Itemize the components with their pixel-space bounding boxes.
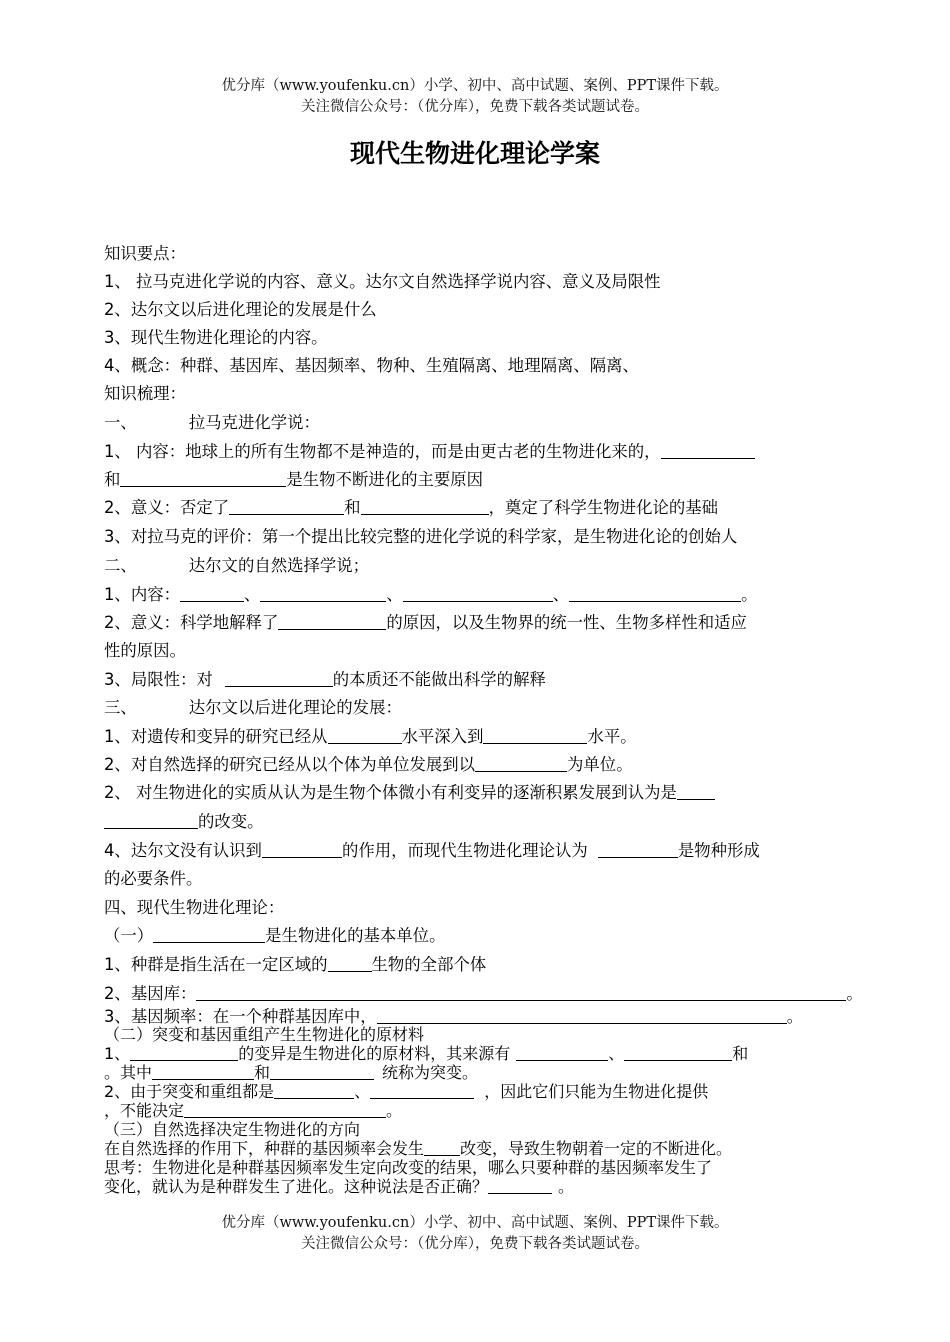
key-points-heading: 知识要点：	[104, 244, 186, 263]
section-number: 一、	[104, 413, 137, 432]
fill-blank[interactable]	[424, 1139, 460, 1156]
s4-part-3-heading: （三）自然选择决定生物进化的方向	[104, 1120, 361, 1139]
s1-item-1-line-b: 和 是生物不断进化的主要原因	[104, 470, 484, 489]
fill-blank[interactable]	[278, 613, 386, 630]
s3-item-1: 1、对遗传和变异的研究已经从 水平深入到 水平。	[104, 727, 637, 746]
fill-blank[interactable]	[677, 783, 715, 800]
s3-item-3-line-a: 2、 对生物进化的实质从认为是生物个体微小有利变异的逐渐积累发展到认为是	[104, 782, 715, 804]
s2-item-2-line-a: 2、意义：科学地解释了 的原因，以及生物界的统一性、生物多样性和适应	[104, 613, 747, 632]
s4-part-1-item-3: 3、基因频率：在一个种群基因库中， 。	[104, 1007, 804, 1026]
s2-item-1: 1、内容： 、 、 、 。	[104, 585, 758, 604]
fill-blank[interactable]	[184, 1101, 386, 1118]
s4-part-1-item-1: 1、种群是指生活在一定区域的 生物的全部个体	[104, 955, 487, 974]
fill-blank[interactable]	[569, 585, 741, 602]
section-1-heading	[104, 412, 320, 434]
fill-blank[interactable]	[120, 470, 286, 487]
s4-part-2-heading: （二）突变和基因重组产生生物进化的原材料	[104, 1025, 425, 1044]
section-title: 拉马克进化学说：	[188, 413, 320, 432]
fill-blank[interactable]	[104, 812, 198, 829]
key-point-3: 3、现代生物进化理论的内容。	[104, 328, 328, 347]
s4-part-2-item-2-line-a: 2、由于突变和重组都是 、 ，因此它们只能为生物进化提供	[104, 1082, 709, 1101]
s4-part-2-item-2-line-b: ，不能决定 。	[104, 1101, 403, 1120]
header-line-1: 优分库（www.youfenku.cn）小学、初中、高中试题、案例、PPT课件下载。	[221, 78, 729, 94]
think-line-a: 思考：生物进化是种群基因频率发生定向改变的结果，哪么只要种群的基因频率发生了	[104, 1158, 713, 1177]
page-title: 现代生物进化理论学案	[349, 139, 600, 168]
fill-blank[interactable]	[370, 1082, 474, 1099]
s1-item-2: 2、意义：否定了 和 ，奠定了科学生物进化论的基础	[104, 498, 719, 517]
s2-item-3: 3、局限性：对 的本质还不能做出科学的解释	[104, 670, 546, 689]
s3-item-4-line-b: 的必要条件。	[104, 869, 203, 888]
s4-part-1-item-2: 2、基因库： 。	[104, 984, 863, 1003]
fill-blank[interactable]	[624, 1044, 732, 1061]
fill-blank[interactable]	[377, 1007, 787, 1024]
fill-blank[interactable]	[260, 585, 386, 602]
fill-blank[interactable]	[483, 727, 587, 744]
fill-blank[interactable]	[361, 498, 489, 515]
review-heading: 知识梳理：	[104, 384, 186, 403]
footer-line-1: 优分库（www.youfenku.cn）小学、初中、高中试题、案例、PPT课件下载。	[221, 1215, 729, 1231]
fill-blank[interactable]	[270, 1063, 374, 1080]
section-2-heading: 二、 达尔文的自然选择学说；	[104, 556, 370, 575]
fill-blank[interactable]	[274, 1082, 354, 1099]
s1-item-1-line-a: 1、 内容：地球上的所有生物都不是神造的，而是由更古老的生物进化来的，	[104, 441, 755, 463]
think-line-b: 变化，就认为是种群发生了进化。这种说法是否正确？ 。	[104, 1177, 575, 1196]
s3-item-3-line-b: 的改变。	[104, 811, 264, 833]
fill-blank[interactable]	[180, 585, 244, 602]
section-4-heading: 四、现代生物进化理论：	[104, 898, 285, 917]
s3-item-4-line-a: 4、达尔文没有认识到 的作用，而现代生物进化理论认为 是物种形成	[104, 841, 760, 860]
fill-blank[interactable]	[328, 727, 402, 744]
fill-blank[interactable]	[153, 926, 265, 943]
s4-part-1-heading: （一） 是生物进化的基本单位。	[104, 926, 446, 945]
fill-blank[interactable]	[661, 442, 755, 459]
key-point-4: 4、概念：种群、基因库、基因频率、物种、生殖隔离、地理隔离、隔离、	[104, 356, 639, 375]
fill-blank[interactable]	[328, 955, 372, 972]
fill-blank[interactable]	[225, 670, 333, 687]
key-point-2: 2、达尔文以后进化理论的发展是什么	[104, 300, 377, 319]
s3-item-2: 2、对自然选择的研究已经从以个体为单位发展到以 为单位。	[104, 755, 633, 774]
s4-part-3-item-1: 在自然选择的作用下，种群的基因频率会发生 改变，导致生物朝着一定的不断进化。	[104, 1139, 733, 1158]
fill-blank[interactable]	[475, 755, 567, 772]
fill-blank[interactable]	[152, 1063, 254, 1080]
fill-blank[interactable]	[229, 498, 344, 515]
fill-blank[interactable]	[196, 984, 846, 1001]
header-line-2: 关注微信公众号：（优分库），免费下载各类试题试卷。	[301, 99, 649, 115]
s4-part-2-item-1-line-b: 。其中 和 统称为突变。	[104, 1063, 479, 1082]
fill-blank[interactable]	[403, 585, 553, 602]
fill-blank[interactable]	[598, 841, 678, 858]
section-3-heading: 三、 达尔文以后进化理论的发展：	[104, 698, 402, 717]
footer-line-2: 关注微信公众号：（优分库），免费下载各类试题试卷。	[301, 1236, 649, 1252]
key-point-1: 1、 拉马克进化学说的内容、意义。达尔文自然选择学说内容、意义及局限性	[104, 272, 661, 291]
fill-blank[interactable]	[516, 1044, 608, 1061]
s4-part-2-item-1-line-a: 1、 的变异是生物进化的原材料，其来源有 、 和	[104, 1044, 749, 1063]
fill-blank[interactable]	[262, 841, 342, 858]
s1-item-3: 3、对拉马克的评价：第一个提出比较完整的进化学说的科学家，是生物进化论的创始人	[104, 527, 738, 546]
fill-blank[interactable]	[488, 1177, 552, 1194]
s2-item-2-line-b: 性的原因。	[104, 641, 186, 660]
fill-blank[interactable]	[130, 1044, 238, 1061]
